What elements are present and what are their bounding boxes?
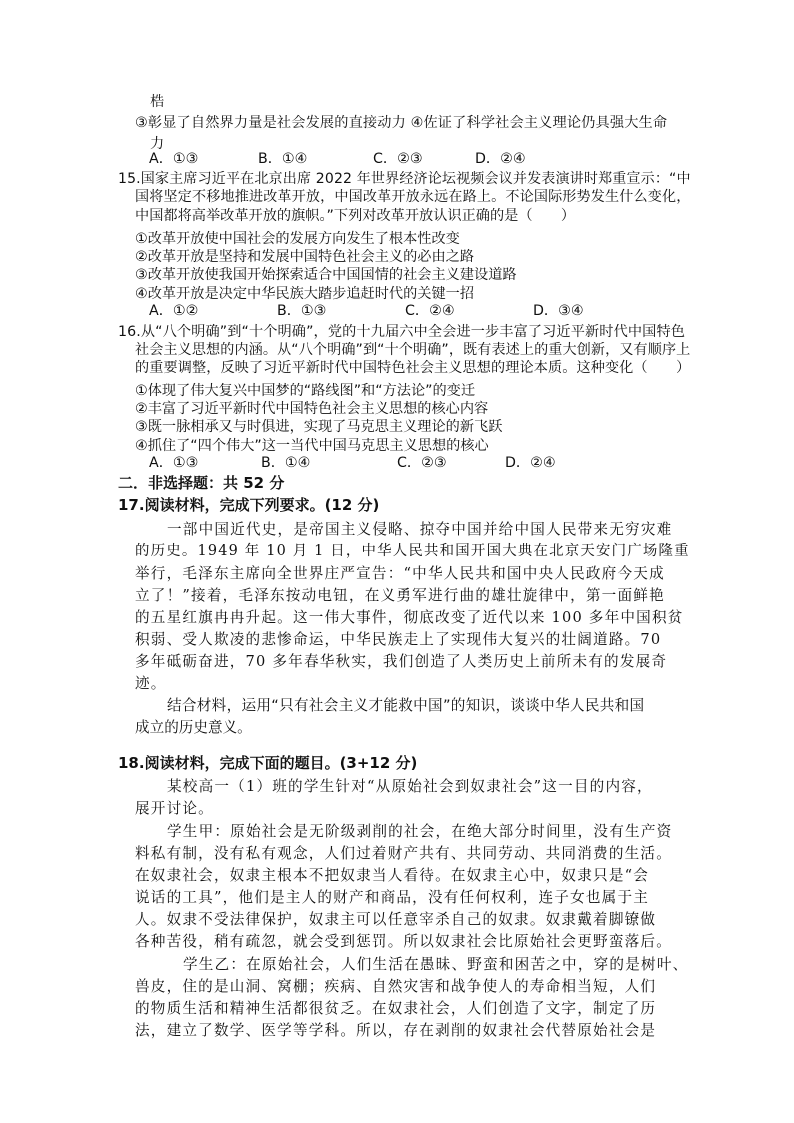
student-a-line: 说话的工具”，他们是主人的财产和商品，没有任何权利，连子女也属于主 bbox=[135, 889, 650, 906]
q16-item: ③既一脉相承又与时俱进，实现了马克思主义理论的新飞跃 bbox=[135, 419, 503, 435]
q17-material-line: 多年砥砺奋进，70 多年春华秋实，我们创造了人类历史上前所未有的发展奇 bbox=[135, 653, 668, 670]
option-d[interactable]: D．③④ bbox=[533, 303, 584, 319]
q17-material-line: 的历史。1949 年 10 月 1 日，中华人民共和国开国大典在北京天安门广场隆重 bbox=[135, 543, 690, 559]
q16-stem-line: 社会主义思想的内涵。从“八个明确”到“十个明确”，既有表述上的重大创新，又有顺序上 bbox=[135, 342, 691, 358]
student-a-line: 在奴隶社会，奴隶主根本不把奴隶当人看待。在奴隶主心中，奴隶只是“会 bbox=[135, 867, 650, 884]
q18-intro-line: 展开讨论。 bbox=[135, 800, 214, 817]
q14-text-line: 梏 bbox=[150, 94, 165, 110]
option-c[interactable]: C．②④ bbox=[405, 303, 455, 319]
q16-stem-line: 的重要调整，反映了习近平新时代中国特色社会主义思想的理论本质。这种变化（ ） bbox=[135, 360, 691, 376]
q15-item: ③改革开放使我国开始探索适合中国国情的社会主义建设道路 bbox=[135, 267, 517, 283]
student-a-line: 学生甲：原始社会是无阶级剥削的社会，在绝大部分时间里，没有生产资 bbox=[167, 823, 673, 840]
q17-material-line: 举行，毛泽东主席向全世界庄严宣告：“中华人民共和国中央人民政府今天成 bbox=[135, 565, 665, 582]
option-d[interactable]: D．②④ bbox=[505, 455, 556, 471]
q17-material-line: 一部中国近代史，是帝国主义侵略、掠夺中国并给中国人民带来无穷灾难 bbox=[167, 521, 673, 538]
q16-item: ①体现了伟大复兴中国梦的“路线图”和“方法论”的变迁 bbox=[135, 383, 476, 399]
option-b[interactable]: B．①④ bbox=[258, 151, 308, 167]
q17-question-line: 结合材料，运用“只有社会主义才能救中国”的知识，谈谈中华人民共和国 bbox=[167, 697, 645, 714]
q15-stem-line: 中国都将高举改革开放的旗帜。”下列对改革开放认识正确的是（ ） bbox=[135, 208, 576, 224]
student-b-line: 法，建立了数学、医学等学科。所以，存在剥削的奴隶社会代替原始社会是 bbox=[135, 1022, 657, 1039]
option-a[interactable]: A．①③ bbox=[149, 151, 199, 167]
q17-title: 17.阅读材料，完成下列要求。(12 分) bbox=[118, 496, 380, 514]
q17-material-line: 立了！”接着，毛泽东按动电钮，在义勇军进行曲的雄壮旋律中，第一面鲜艳 bbox=[135, 587, 665, 604]
q15-stem-line: 国将坚定不移地推进改革开放，中国改革开放永远在路上。不论国际形势发生什么变化， bbox=[135, 189, 691, 205]
q17-material-line: 积弱、受人欺凌的悲惨命运，中华民族走上了实现伟大复兴的壮阔道路。70 bbox=[135, 631, 662, 648]
student-b-line: 兽皮，住的是山洞、窝棚；疾病、自然灾害和战争使人的寿命相当短，人们 bbox=[135, 978, 657, 995]
student-b-line: 学生乙：在原始社会，人们生活在愚昧、野蛮和困苦之中，穿的是树叶、 bbox=[183, 956, 689, 973]
option-c[interactable]: C．②③ bbox=[397, 455, 447, 471]
option-a[interactable]: A．①③ bbox=[149, 455, 199, 471]
q18-intro-line: 某校高一（1）班的学生针对“从原始社会到奴隶社会”这一目的内容， bbox=[167, 778, 653, 795]
option-d[interactable]: D．②④ bbox=[475, 151, 526, 167]
q16-stem-line: 16.从“八个明确”到“十个明确”，党的十九届六中全会进一步丰富了习近平新时代中国特色 bbox=[118, 324, 686, 340]
option-b[interactable]: B．①③ bbox=[277, 303, 327, 319]
q17-material-line: 迹。 bbox=[135, 675, 167, 692]
option-a[interactable]: A．①② bbox=[149, 303, 199, 319]
option-b[interactable]: B．①④ bbox=[261, 455, 311, 471]
q16-item: ②丰富了习近平新时代中国特色社会主义思想的核心内容 bbox=[135, 401, 489, 417]
section-title: 二．非选择题：共 52 分 bbox=[118, 474, 285, 492]
student-a-line: 人。奴隶不受法律保护，奴隶主可以任意宰杀自己的奴隶。奴隶戴着脚镣做 bbox=[135, 911, 657, 928]
option-c[interactable]: C．②③ bbox=[373, 151, 423, 167]
q15-item: ④改革开放是决定中华民族大踏步追赶时代的关键一招 bbox=[135, 286, 475, 302]
q18-title: 18.阅读材料，完成下面的题目。(3+12 分) bbox=[118, 754, 418, 772]
q15-item: ②改革开放是坚持和发展中国特色社会主义的必由之路 bbox=[135, 249, 475, 265]
q16-item: ④抓住了“四个伟大”这一当代中国马克思主义思想的核心 bbox=[135, 438, 489, 454]
q17-material-line: 的五星红旗冉冉升起。这一伟大事件，彻底改变了近代以来 100 多年中国积贫 bbox=[135, 609, 684, 626]
q15-item: ①改革开放使中国社会的发展方向发生了根本性改变 bbox=[135, 231, 460, 247]
q15-stem-line: 15.国家主席习近平在北京出席 2022 年世界经济论坛视频会议并发表演讲时郑重宣示：“中 bbox=[118, 171, 691, 187]
student-a-line: 料私有制，没有私有观念，人们过着财产共有、共同劳动、共同消费的生活。 bbox=[135, 845, 672, 862]
q14-item-3-4: ③彰显了自然界力量是社会发展的直接动力 ④佐证了科学社会主义理论仍具强大生命 bbox=[135, 115, 668, 131]
student-b-line: 的物质生活和精神生活都很贫乏。在奴隶社会，人们创造了文字，制定了历 bbox=[135, 1000, 657, 1017]
q17-question-line: 成立的历史意义。 bbox=[135, 719, 252, 736]
q14-text-line: 力 bbox=[150, 136, 165, 152]
student-a-line: 各种苦役，稍有疏忽，就会受到惩罚。所以奴隶社会比原始社会更野蛮落后。 bbox=[135, 933, 672, 950]
